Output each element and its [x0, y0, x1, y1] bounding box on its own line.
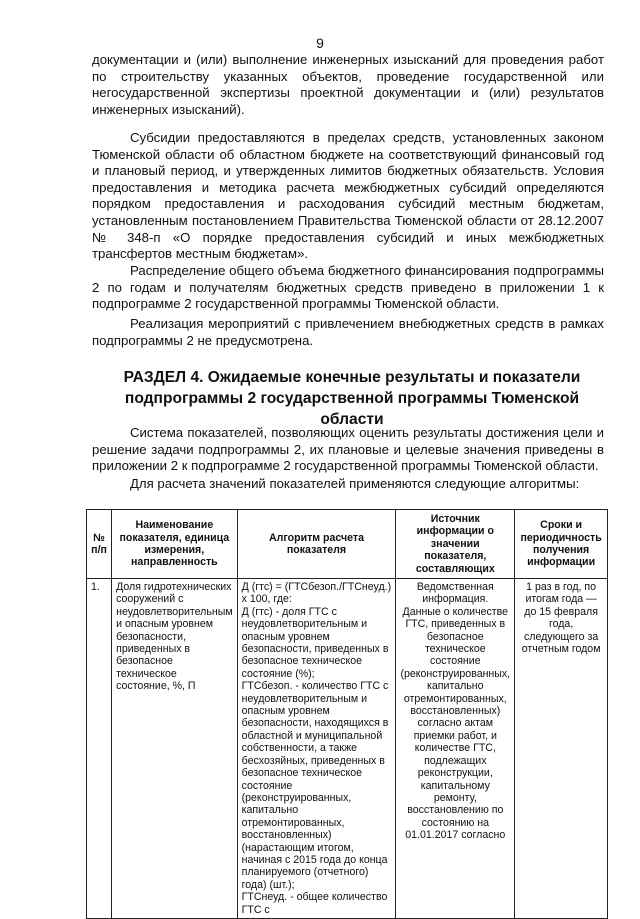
section-heading: РАЗДЕЛ 4. Ожидаемые конечные результаты и показатели подпрограммы 2 государственной программы Тюменской области [123, 369, 581, 428]
paragraph-subsidies [92, 130, 604, 263]
paragraph-text: Для расчета значений показателей применяются следующие алгоритмы: [130, 476, 580, 491]
table-row [87, 579, 608, 919]
page-number: 9 [316, 35, 324, 51]
header-num: № п/п [87, 510, 112, 579]
paragraph-text: документации и (или) выполнение инженерных изысканий для проведения работ по строительству указанных объектов, проведение государственной или негосударственной экспертизы проектной документации и (или) результатов инженерных изысканий). [92, 52, 604, 117]
row-num: 1. [87, 579, 112, 919]
header-algorithm: Алгоритм расчета показателя [237, 510, 396, 579]
header-timing: Сроки и периодичность получения информации [515, 510, 608, 579]
row-algorithm: Д (гтс) = (ГТСбезоп./ГТСнеуд.) х 100, где: Д (гтс) - доля ГТС с неудовлетворительным и опасным уровнем безопасности, приведенных в безопасное техническое состояние (%); ГТСбезоп. - количество ГТС с неудовлетворительным и опасным уровнем безопасности, находящихся в областной и муниципальной собственности, а также бесхозяйных, приведенных в безопасное техническое состояние (реконструированных, капитально отремонтированных, восстановленных) (нарастающим итогом, начиная с 2015 года до конца планируемого (отчетного) года) (шт.); ГТСнеуд. - общее количество ГТС с [237, 579, 396, 919]
paragraph-text: Распределение общего объема бюджетного финансирования подпрограммы 2 по годам и получателям бюджетных средств приведено в приложении 1 к подпрограмме 2 государственной программы Тюменской области. [92, 263, 604, 312]
paragraph-distribution [92, 263, 604, 313]
paragraph-text: Система показателей, позволяющих оценить результаты достижения цели и решение задачи подпрограммы 2, их плановые и целевые значения приведены в приложении 2 к подпрограмме 2 государственной программы Тюменской области. [92, 425, 604, 474]
paragraph-text: Реализация мероприятий с привлечением внебюджетных средств в рамках подпрограммы 2 не предусмотрена. [92, 316, 604, 348]
row-timing: 1 раз в год, по итогам года — до 15 февраля года, следующего за отчетным годом [515, 579, 608, 919]
indicators-table [86, 509, 608, 919]
paragraph-indicators [92, 425, 604, 475]
row-source: Ведомственная информация. Данные о количестве ГТС, приведенных в безопасное техническое состояние (реконструированных, капитально отремонтированных, восстановленных) согласно актам приемки работ, и количестве ГТС, подлежащих реконструкции, капитальному ремонту, восстановлению по состоянию на 01.01.2017 согласно [396, 579, 515, 919]
row-name: Доля гидротехнических сооружений с неудовлетворительным и опасным уровнем безопасности, приведенных в безопасное техническое состояние, %, П [112, 579, 238, 919]
paragraph-extrabudget [92, 316, 604, 349]
paragraph-text: Субсидии предоставляются в пределах средств, установленных законом Тюменской области об областном бюджете на соответствующий финансовый год и плановый период, и утвержденных лимитов бюджетных обязательств. Условия предоставления и методика расчета межбюджетных субсидий определяются порядком предоставления и расходования субсидий местным бюджетам, установленным постановлением Правительства Тюменской области от 28.12.2007 № 348-п «О порядке предоставления субсидий и иных межбюджетных трансфертов местным бюджетам». [92, 130, 604, 262]
table-header-row [87, 510, 608, 579]
paragraph-algorithms-intro [92, 476, 604, 493]
header-name: Наименование показателя, единица измерения, направленность [112, 510, 238, 579]
paragraph-continuation [92, 52, 604, 118]
header-source: Источник информации о значении показателя, составляющих [396, 510, 515, 579]
